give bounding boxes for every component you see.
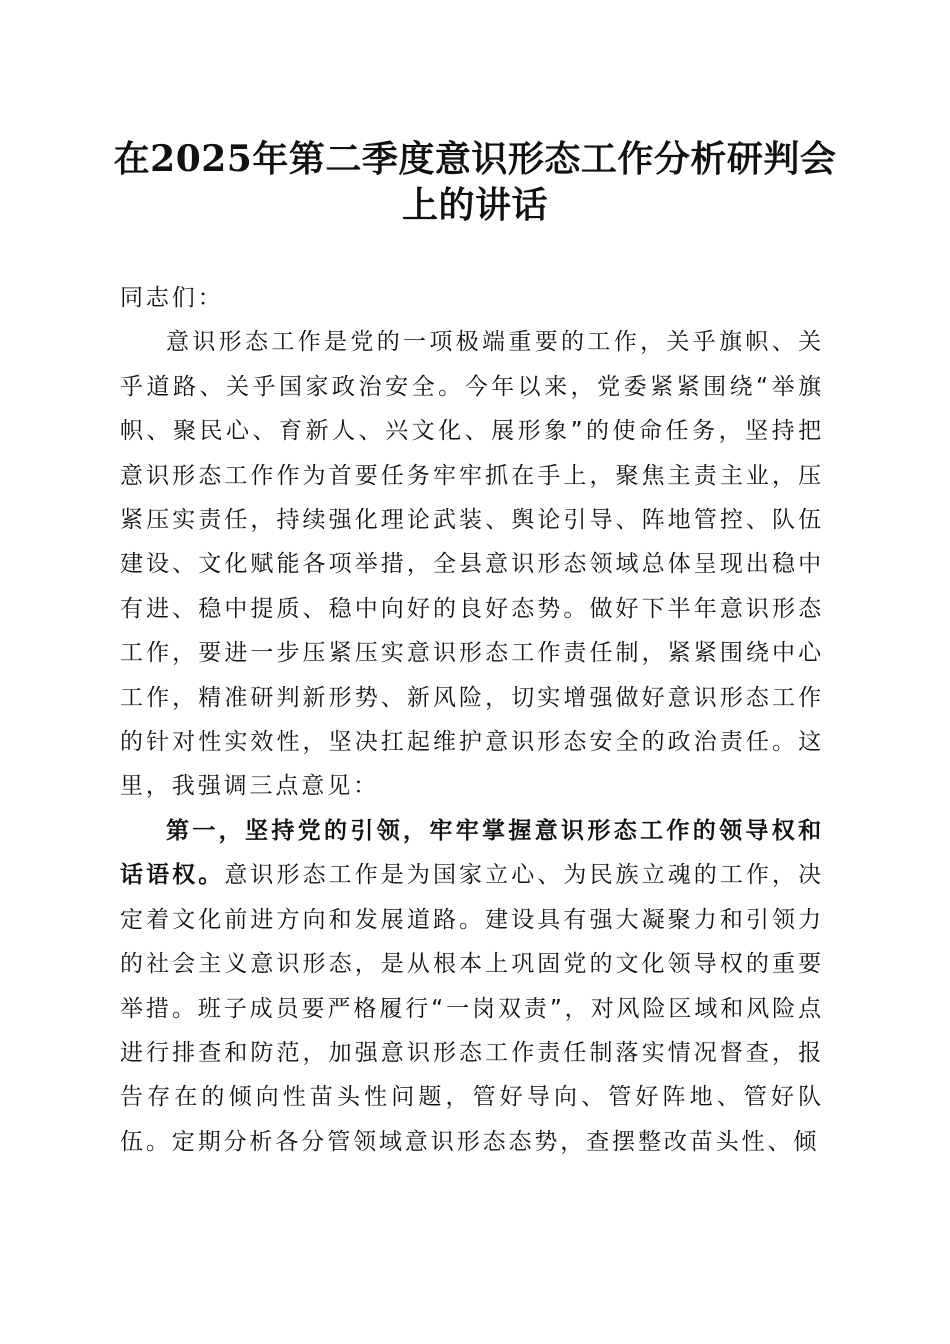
intro-paragraph: 意识形态工作是党的一项极端重要的工作，关乎旗帜、关乎道路、关乎国家政治安全。今年以来，党委紧紧围绕“举旗帜、聚民心、育新人、兴文化、展形象”的使命任务，坚持把意识形态工作作为首要任务牢牢抓在手上，聚焦主责主业，压紧压实责任，持续强化理论武装、舆论引导、阵地管控、队伍建设、文化赋能各项举措，全县意识形态领域总体呈现出稳中有进、稳中提质、稳中向好的良好态势。做好下半年意识形态工作，要进一步压紧压实意识形态工作责任制，紧紧围绕中心工作，精准研判新形势、新风险，切实增强做好意识形态工作的针对性实效性，坚决扛起维护意识形态安全的政治责任。这里，我强调三点意见： <box>120 329 824 800</box>
point-one-body: 意识形态工作是为国家立心、为民族立魂的工作，决定着文化前进方向和发展道路。建设具有强大凝聚力和引领力的社会主义意识形态，是从根本上巩固党的文化领导权的重要举措。班子成员要严格履行“一岗双责”，对风险区域和风险点进行排查和防范，加强意识形态工作责任制落实情况督查，报告存在的倾向性苗头性问题，管好导向、管好阵地、管好队伍。定期分析各分管领域意识形态态势，查摆整改苗头性、倾 <box>120 862 824 1155</box>
salutation: 同志们： <box>120 285 224 311</box>
document-title: 在2025年第二季度意识形态工作分析研判会上的讲话 <box>113 138 837 226</box>
point-one-paragraph <box>120 809 824 1164</box>
document-body <box>120 276 824 1164</box>
point-one-heading: 第一，坚持党的引领，牢牢掌握意识形态工作的领导权和话语权。 <box>120 817 824 889</box>
